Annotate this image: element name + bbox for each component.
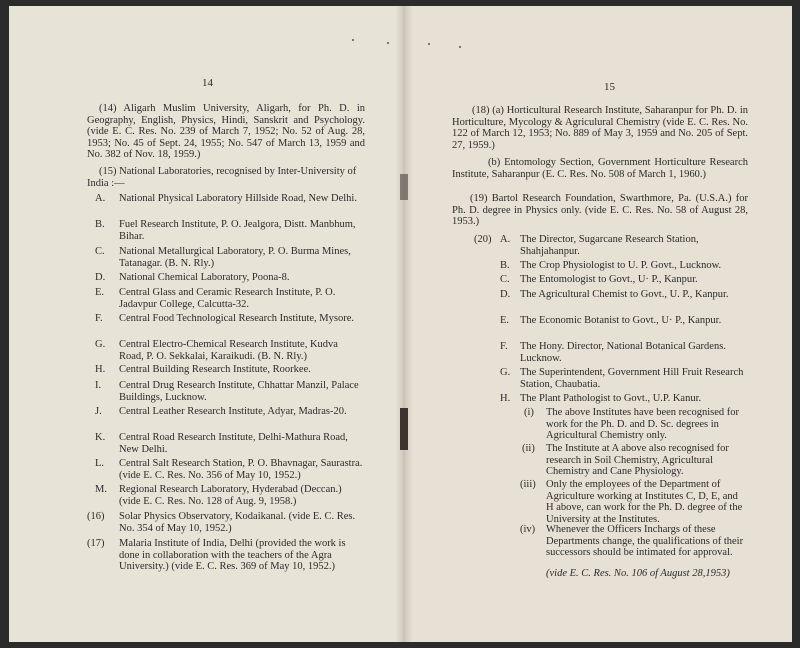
lab-letter-i: I. [95,380,102,391]
page-number-left: 14 [202,77,213,89]
final-reference: (vide E. C. Res. No. 106 of August 28,1953) [546,568,730,579]
item-e: The Economic Botanist to Govt., U· P., Kanpur. [520,315,722,326]
entry-18a: (18) (a) Horticultural Research Institute, Saharanpur for Ph. D. in Horticulture, Mycology & Agriculural Chemistry (vide E. C. Res. No. 122 of March 12, 1953; No. 889 of May 3, 1959 and No. 205 of Sept. 27, 1959.) [452,105,748,151]
item-letter-f: F. [500,341,508,352]
lab-letter-l: L. [95,458,105,469]
entry-16: Solar Physics Observatory, Kodaikanal. (vide E. C. Res. No. 354 of May 10, 1952.) [119,511,356,534]
note-number-i: (i) [524,407,534,418]
item-d: The Agricultural Chemist to Govt., U. P., Kanpur. [520,289,729,300]
item-c: The Entomologist to Govt., U· P., Kanpur. [520,274,698,285]
note-i: The above Institutes have been recognised for work for the Ph. D. and D. Sc. degrees in Agricultural Chemistry only. [546,407,740,442]
left-page [9,6,404,642]
lab-letter-e: E. [95,287,105,298]
item-f: The Hony. Director, National Botanical Gardens. Lucknow. [520,341,726,364]
entry-16-number: (16) [87,511,105,522]
note-number-ii: (ii) [522,443,535,454]
item-a: The Director, Sugarcane Research Station, Shahjahanpur. [520,234,699,257]
lab-letter-a: A. [95,193,106,204]
note-iii: Only the employees of the Department of Agriculture working at Institutes C, D, E, and H above, can work for the Ph. D. degree of the University at the Institutes. [546,479,743,525]
lab-item-j: Central Leather Research Institute, Adyar, Madras-20. [119,406,347,417]
lab-letter-m: M. [95,484,107,495]
item-letter-a: A. [500,234,511,245]
page-speck [352,39,354,41]
lab-item-m: Regional Research Laboratory, Hyderabad (Deccan.) (vide E. C. Res. No. 128 of Aug. 9, 1958.) [119,484,342,507]
page-number-right: 15 [604,81,615,93]
page-speck [387,42,389,44]
note-number-iv: (iv) [520,524,536,535]
lab-letter-k: K. [95,432,106,443]
entry-17: Malaria Institute of India, Delhi (provided the work is done in collaboration with the teachers of the Agra University.) (vide E. C. Res. 369 of May 10, 1952.) [119,538,346,573]
binding-hole-bottom [400,408,408,450]
lab-letter-g: G. [95,339,106,350]
lab-item-g: Central Electro-Chemical Research Institute, Kudva Road, P. O. Sekkalai, Karaikudi. (B. N. Rly.) [119,339,338,362]
item-g: The Superintendent, Government Hill Fruit Research Station, Chaubatia. [520,367,744,390]
lab-letter-h: H. [95,364,106,375]
lab-item-e: Central Glass and Ceramic Research Institute, P. O. Jadavpur College, Calcutta-32. [119,287,336,310]
note-number-iii: (iii) [520,479,536,490]
lab-item-i: Central Drug Research Institute, Chhattar Manzil, Palace Buildings, Lucknow. [119,380,359,403]
entry-18b: (b) Entomology Section, Government Horticulture Research Institute, Saharanpur (E. C. Res. No. 508 of March 1, 1960.) [452,157,748,180]
lab-letter-b: B. [95,219,105,230]
lab-letter-c: C. [95,246,105,257]
note-ii: The Institute at A above also recognised for research in Soil Chemistry, Agricultural Chemistry and Cane Physiology. [546,443,729,478]
binding-hole-top [400,174,408,200]
lab-item-l: Central Salt Research Station, P. O. Bhavnagar, Saurastra. (vide E. C. Res. No. 356 of May 10, 1952.) [119,458,363,481]
entry-14: (14) Aligarh Muslim University, Aligarh, for Ph. D. in Geography, English, Physics, Hindi, Sanskrit and Psychology. (vide E. C. Res. No. 239 of March 7, 1952; No. 52 of Aug. 28, 1953; No. 45 of Sept. 24, 1955; No. 547 of March 13, 1959 and No. 382 of Nov. 18, 1959.) [87,103,365,161]
lab-item-f: Central Food Technological Research Institute, Mysore. [119,313,354,324]
entry-20-number: (20) [474,234,492,245]
entry-17-number: (17) [87,538,105,549]
item-letter-e: E. [500,315,510,326]
lab-letter-d: D. [95,272,106,283]
page-speck [428,43,430,45]
item-h: The Plant Pathologist to Govt., U.P. Kanur. [520,393,702,404]
book-gutter [395,6,413,642]
right-page [404,6,792,642]
item-letter-b: B. [500,260,510,271]
lab-item-d: National Chemical Laboratory, Poona-8. [119,272,290,283]
item-letter-c: C. [500,274,510,285]
item-letter-g: G. [500,367,511,378]
lab-letter-j: J. [95,406,102,417]
lab-item-a: National Physical Laboratory Hillside Road, New Delhi. [119,193,357,204]
item-letter-d: D. [500,289,511,300]
lab-item-k: Central Road Research Institute, Delhi-Mathura Road, New Delhi. [119,432,348,455]
book-spread [9,6,792,642]
lab-item-b: Fuel Research Institute, P. O. Jealgora, Distt. Manbhum, Bihar. [119,219,356,242]
lab-letter-f: F. [95,313,103,324]
item-letter-h: H. [500,393,511,404]
item-b: The Crop Physiologist to U. P. Govt., Lucknow. [520,260,722,271]
note-iv: Whenever the Officers Inchargs of these Departments change, the qualifications of their successors should be intimated for approval. [546,524,744,559]
entry-15: (15) National Laboratories, recognised by Inter-University of India :— [87,166,357,189]
entry-19: (19) Bartol Research Foundation, Swarthmore, Pa. (U.S.A.) for Ph. D. degree in Physics only. (vide E. C. Res. No. 58 of August 28, 1953.) [452,193,748,228]
lab-item-h: Central Building Research Institute, Roorkee. [119,364,311,375]
lab-item-c: National Metallurgical Laboratory, P. O. Burma Mines, Tatanagar. (B. N. Rly.) [119,246,351,269]
page-speck [459,46,461,48]
